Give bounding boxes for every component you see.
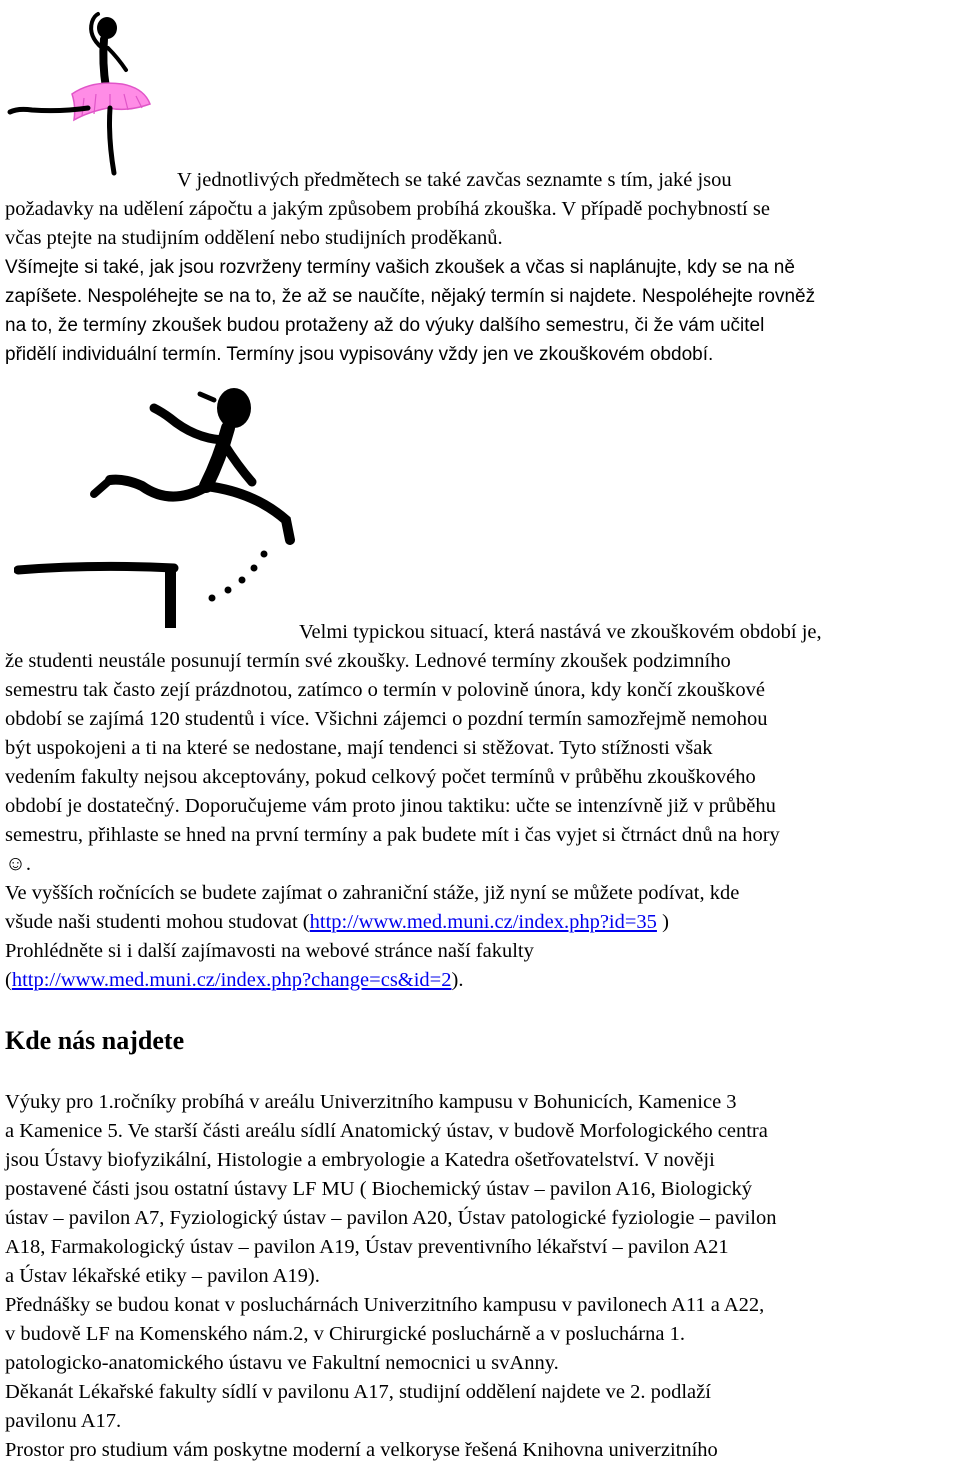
text-line: Přednášky se budou konat v posluchárnách Univerzitního kampusu v pavilonech A11 a A22, [5, 1294, 765, 1316]
text-line: A18, Farmakologický ústav – pavilon A19, Ústav preventivního lékařství – pavilon A21 [5, 1236, 729, 1258]
paragraph-location [5, 1088, 960, 1465]
text-line: období se zajímá 120 studentů i více. Všichni zájemci o pozdní termín samozřejmě nemohou [5, 708, 768, 730]
text-line: na to, že termíny zkoušek budou protaženy až do výuky dalšího semestru, či že vám učitel [5, 315, 765, 336]
abroad-text: všude naši studenti mohou studovat ( [5, 911, 310, 933]
text-line: ☺. [5, 853, 32, 875]
text-line: být uspokojeni a ti na které se nedostane, mají tendenci si stěžovat. Tyto stížnosti však [5, 737, 713, 759]
faculty-text: ( [5, 969, 12, 991]
text-line: Děkanát Lékařské fakulty sídlí v pavilonu A17, studijní oddělení najdete ve 2. podlaží [5, 1381, 711, 1403]
text-line: vedením fakulty nejsou akceptovány, pokud celkový počet termínů v průběhu zkouškového [5, 766, 756, 788]
text-line [5, 966, 960, 995]
text-line: a Ústav lékařské etiky – pavilon A19). [5, 1265, 320, 1287]
hurdler-illustration [14, 382, 304, 632]
faculty-website-link[interactable]: http://www.med.muni.cz/index.php?change=cs&id=2 [11, 969, 452, 991]
text-line: zapíšete. Nespoléhejte se na to, že až se naučíte, nějaký termín si najdete. Nespoléhejte rovněž [5, 286, 816, 307]
text-line: Ve vyšších ročnících se budete zajímat o zahraniční stáže, již nyní se můžete podívat, kde [5, 882, 740, 904]
faculty-text-end: ). [451, 969, 464, 991]
text-line: semestru, přihlaste se hned na první termíny a pak budete mít i čas vyjet si čtrnáct dnů na hory [5, 824, 780, 846]
text-line: období je dostatečný. Doporučujeme vám proto jinou taktiku: učte se intenzívně již v průběhu [5, 795, 776, 817]
text-line: v budově LF na Komenského nám.2, v Chirurgické posluchárně a v posluchárna 1. [5, 1323, 685, 1345]
text-line: Prohlédněte si i další zajímavosti na webové stránce naší fakulty [5, 940, 534, 962]
text-line: Výuky pro 1.ročníky probíhá v areálu Univerzitního kampusu v Bohunicích, Kamenice 3 [5, 1091, 737, 1113]
text-line: patologicko-anatomického ústavu ve Fakultní nemocnici u svAnny. [5, 1352, 559, 1374]
paragraph-requirements [5, 166, 960, 253]
paragraph-exam-schedule [5, 253, 960, 369]
abroad-link[interactable]: http://www.med.muni.cz/index.php?id=35 [309, 911, 657, 933]
text-line: ústav – pavilon A7, Fyziologický ústav – pavilon A20, Ústav patologické fyziologie – pavilon [5, 1207, 777, 1229]
text-line: jsou Ústavy biofyzikální, Histologie a embryologie a Katedra ošetřovatelství. V nověji [5, 1149, 715, 1171]
text-line: požadavky na udělení zápočtu a jakým způsobem probíhá zkouška. V případě pochybností se [5, 198, 770, 220]
paragraph-exam-period [5, 618, 960, 995]
text-line: Všímejte si také, jak jsou rozvrženy termíny vašich zkoušek a včas si naplánujte, kdy se na ně [5, 257, 795, 278]
ballerina-illustration [4, 8, 176, 178]
text-line: přidělí individuální termín. Termíny jsou vypisovány vždy jen ve zkouškovém období. [5, 344, 714, 365]
text-line: Prostor pro studium vám poskytne moderní a velkoryse řešená Knihovna univerzitního [5, 1439, 718, 1461]
text-line: a Kamenice 5. Ve starší části areálu sídlí Anatomický ústav, v budově Morfologického centra [5, 1120, 768, 1142]
text-line: že studenti neustále posunují termín své zkoušky. Lednové termíny zkoušek podzimního [5, 650, 731, 672]
abroad-text-end: ) [656, 911, 669, 933]
text-line: včas ptejte na studijním oddělení nebo studijních proděkanů. [5, 227, 503, 249]
section-heading: Kde nás najdete [5, 1026, 185, 1055]
text-line [5, 908, 960, 937]
text-line: postavené části jsou ostatní ústavy LF MU ( Biochemický ústav – pavilon A16, Biologický [5, 1178, 753, 1200]
text-line: semestru tak často zejí prázdnotou, zatímco o termín v polovině února, kdy končí zkouškové [5, 679, 766, 701]
text-line: V jednotlivých předmětech se také zavčas seznamte s tím, jaké jsou [177, 169, 732, 191]
text-line: Velmi typickou situací, která nastává ve zkouškovém období je, [299, 621, 822, 643]
text-line: pavilonu A17. [5, 1410, 122, 1432]
